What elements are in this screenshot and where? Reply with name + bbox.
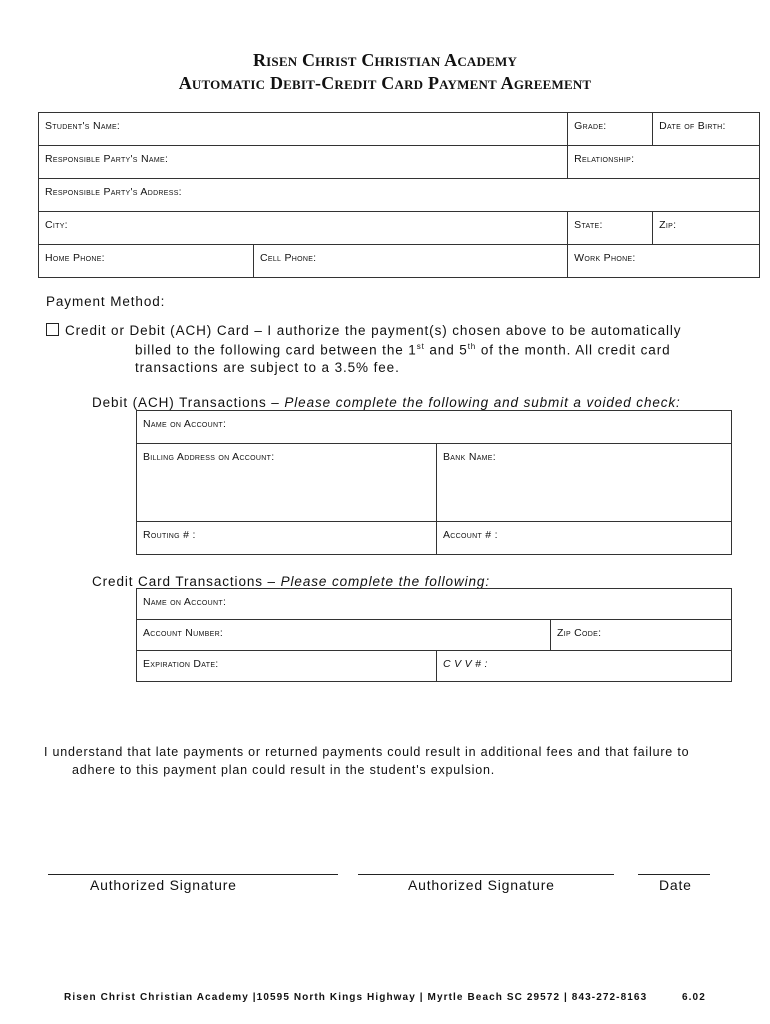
debit-bank-name-field[interactable]: Bank Name: xyxy=(437,444,732,522)
payment-method-heading: Payment Method: xyxy=(46,294,166,309)
zip-field[interactable]: Zip: xyxy=(653,212,760,245)
school-title: Risen Christ Christian Academy xyxy=(252,50,518,70)
credit-cvv-field[interactable]: C V V # : xyxy=(437,651,732,682)
credit-heading: Credit Card Transactions – Please complete the following: xyxy=(92,574,490,589)
debit-name-on-account-field[interactable]: Name on Account: xyxy=(137,411,732,444)
credit-table xyxy=(136,588,732,682)
city-field[interactable]: City: xyxy=(39,212,568,245)
date-label: Date xyxy=(659,877,692,893)
home-phone-field[interactable]: Home Phone: xyxy=(39,245,254,278)
credit-expiration-field[interactable]: Expiration Date: xyxy=(137,651,437,682)
payment-option-text: Credit or Debit (ACH) Card – I authorize the payment(s) chosen above to be automatically xyxy=(65,323,682,338)
cell-phone-field[interactable]: Cell Phone: xyxy=(254,245,568,278)
student-info-table xyxy=(38,112,760,278)
debit-instruction: Please complete the following and submit a voided check: xyxy=(284,395,681,410)
dob-field[interactable]: Date of Birth: xyxy=(653,113,760,146)
student-name-field[interactable]: Student's Name: xyxy=(39,113,568,146)
payment-option xyxy=(46,323,681,338)
disclaimer-line1: I understand that late payments or returned payments could result in additional fees and that failure to xyxy=(44,745,690,759)
grade-field[interactable]: Grade: xyxy=(568,113,653,146)
footer-contact: Risen Christ Christian Academy |10595 North Kings Highway | Myrtle Beach SC 29572 | 843-272-8163 xyxy=(64,992,648,1003)
signature-label-2: Authorized Signature xyxy=(408,877,555,893)
relationship-field[interactable]: Relationship: xyxy=(568,146,760,179)
payment-option-checkbox[interactable] xyxy=(46,323,59,336)
debit-routing-field[interactable]: Routing # : xyxy=(137,522,437,555)
debit-heading: Debit (ACH) Transactions – Please complete the following and submit a voided check: xyxy=(92,395,681,410)
debit-table xyxy=(136,410,732,555)
credit-zip-code-field[interactable]: Zip Code: xyxy=(551,620,732,651)
date-line[interactable] xyxy=(638,874,710,875)
payment-option-line2: billed to the following card between the 1st and 5th of the month. All credit card xyxy=(135,342,671,358)
work-phone-field[interactable]: Work Phone: xyxy=(568,245,760,278)
state-field[interactable]: State: xyxy=(568,212,653,245)
signature-line-2[interactable] xyxy=(358,874,614,875)
credit-instruction: Please complete the following: xyxy=(280,574,490,589)
agreement-title: Automatic Debit-Credit Card Payment Agreement xyxy=(178,73,592,93)
credit-account-number-field[interactable]: Account Number: xyxy=(137,620,551,651)
footer-version: 6.02 xyxy=(682,992,706,1003)
debit-billing-address-field[interactable]: Billing Address on Account: xyxy=(137,444,437,522)
disclaimer-line2: adhere to this payment plan could result in the student's expulsion. xyxy=(72,763,495,777)
responsible-name-field[interactable]: Responsible Party's Name: xyxy=(39,146,568,179)
signature-line-1[interactable] xyxy=(48,874,338,875)
debit-account-field[interactable]: Account # : xyxy=(437,522,732,555)
payment-option-line3: transactions are subject to a 3.5% fee. xyxy=(135,360,400,375)
address-field[interactable]: Responsible Party's Address: xyxy=(39,179,760,212)
credit-name-on-account-field[interactable]: Name on Account: xyxy=(137,589,732,620)
signature-label-1: Authorized Signature xyxy=(90,877,237,893)
